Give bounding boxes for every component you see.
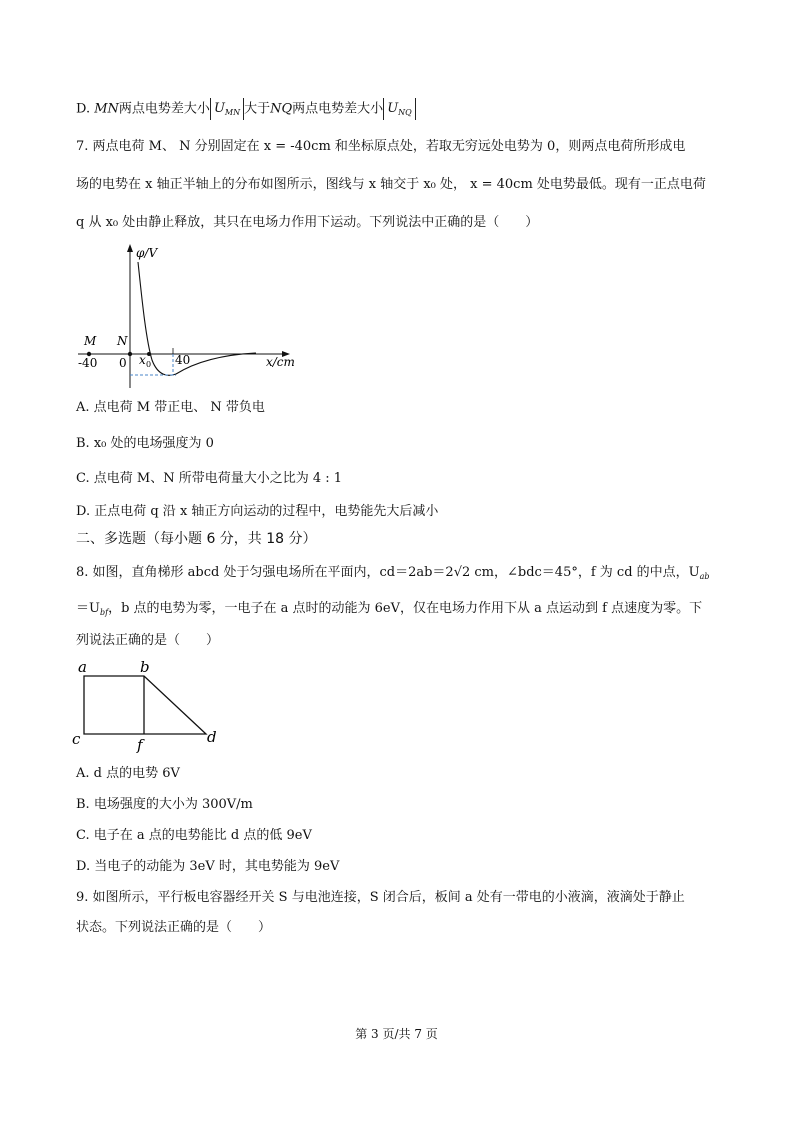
q8-option-c: C. 电子在 a 点的电势能比 d 点的低 9eV: [76, 828, 312, 843]
tick-0: 0: [119, 356, 127, 370]
q6-mn: MN: [94, 101, 119, 117]
q7-option-c: C. 点电荷 M、N 所带电荷量大小之比为 4 : 1: [76, 471, 343, 486]
q6-option-d: [76, 98, 416, 121]
q8-option-b: B. 电场强度的大小为 300V/m: [76, 797, 253, 812]
label-m: M: [84, 334, 97, 348]
q6-text3: 两点电势差大小: [292, 101, 384, 117]
y-axis-arrow: [127, 244, 133, 252]
q7-option-a: A. 点电荷 M 带正电、 N 带负电: [76, 400, 265, 415]
q7-option-d: D. 正点电荷 q 沿 x 轴正方向运动的过程中，电势能先大后减小: [76, 504, 439, 519]
label-n: N: [117, 334, 128, 348]
q6-option-d-label: D.: [76, 101, 91, 117]
section-title-multi-choice: 二、多选题（每小题 6 分，共 18 分）: [76, 531, 317, 547]
point-f: f: [137, 736, 143, 754]
q8-trapezoid-figure: [70, 656, 230, 756]
q7-line3: q 从 x₀ 处由静止释放，其只在电场力作用下运动。下列说法中正确的是（ ）: [76, 215, 539, 230]
q7-line1: 7. 两点电荷 M、 N 分别固定在 x = -40cm 和坐标原点处，若取无穷远处电势为 0，则两点电荷所形成电: [76, 139, 686, 154]
q7-option-b: B. x₀ 处的电场强度为 0: [76, 436, 214, 451]
trapezoid-abdc: [84, 676, 206, 734]
vertex-b: b: [140, 658, 150, 676]
x-axis-label: x/cm: [266, 355, 295, 369]
q8-option-d: D. 当电子的动能为 3eV 时，其电势能为 9eV: [76, 859, 340, 874]
q6-text2: 大于: [244, 101, 271, 117]
q8-line2: $=U_{bf}$，b 点的电势为零，一电子在 a 点时的动能为 6eV，仅在电场力作用下从 a 点运动到 f 点速度为零。下: [76, 601, 703, 617]
vertex-c: c: [72, 730, 81, 748]
q6-nq: NQ: [270, 101, 293, 117]
point-n: [128, 352, 132, 356]
q7-potential-graph: [76, 240, 306, 390]
y-axis-label: φ/V: [136, 246, 158, 260]
tick-x0: x: [139, 353, 146, 367]
q6-text1: 两点电势差大小: [118, 101, 210, 117]
q8-option-a: A. d 点的电势 6V: [76, 766, 180, 781]
vertex-a: a: [78, 658, 87, 676]
q9-line1: 9. 如图所示，平行板电容器经开关 S 与电池连接，S 闭合后，板间 a 处有一带电的小液滴，液滴处于静止: [76, 890, 685, 905]
tick-neg40: -40: [78, 356, 98, 370]
tick-x0-sub: 0: [146, 360, 152, 369]
page-number: 第 3 页/共 7 页: [355, 1027, 438, 1041]
q9-line2: 状态。下列说法正确的是（ ）: [76, 920, 272, 935]
q8-line3: 列说法正确的是（ ）: [76, 633, 220, 648]
tick-40: 40: [175, 353, 191, 367]
potential-curve: [138, 262, 256, 375]
q8-line1: 8. 如图，直角梯形 abcd 处于匀强电场所在平面内，cd＝2ab＝2√2 cm，∠bdc＝45°，f 为 cd 的中点，$U_{ab}$: [76, 565, 710, 581]
abs-u-nq: $U_{NQ}$: [383, 98, 416, 120]
q7-line2: 场的电势在 x 轴正半轴上的分布如图所示，图线与 x 轴交于 x₀ 处， x = 40cm 处电势最低。现有一正点电荷: [76, 177, 706, 192]
abs-u-mn: $U_{MN}$: [210, 98, 244, 120]
vertex-d: d: [207, 728, 217, 746]
